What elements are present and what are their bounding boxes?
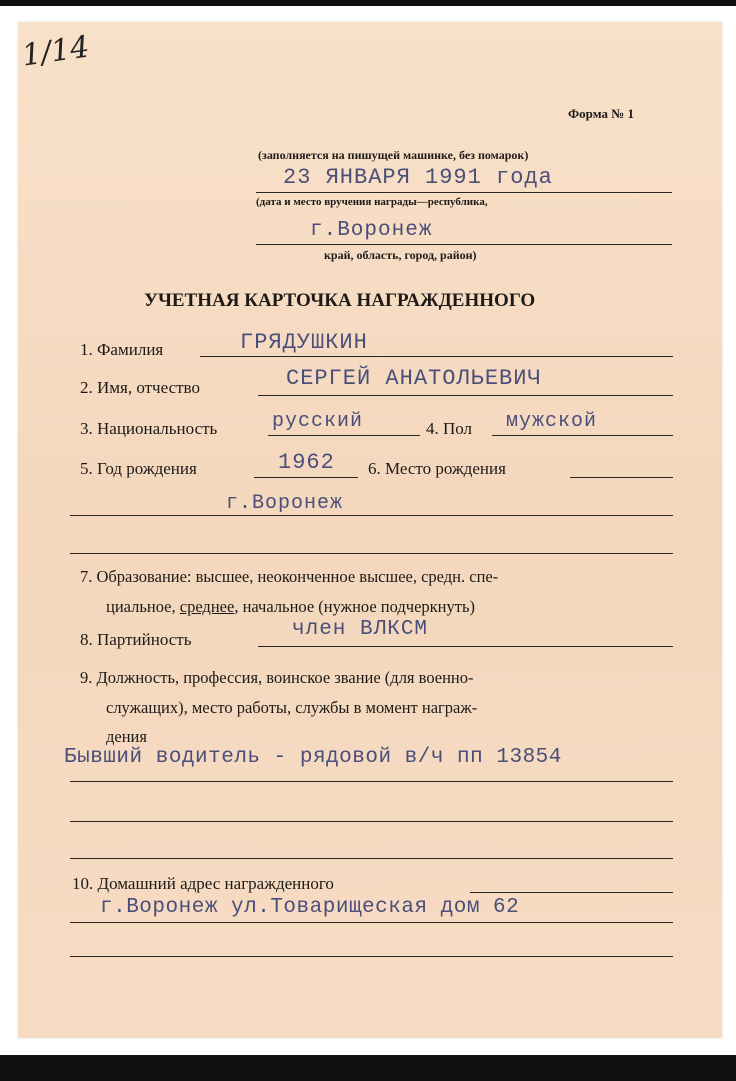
surname-label: 1. Фамилия (80, 340, 164, 359)
education-text-1: 7. Образование: высшее, неоконченное высшее, средн. спе- (80, 567, 499, 586)
education-prefix: циальное, (106, 597, 180, 616)
party-label: 8. Партийность (80, 630, 192, 649)
education-text-2 (106, 597, 475, 617)
position-text-1: 9. Должность, профессия, воинское звание (для военно- (80, 668, 474, 687)
blank-line-2 (70, 821, 673, 822)
award-date-line (256, 192, 672, 193)
position-value: Бывший водитель - рядовой в/ч пп 13854 (64, 746, 562, 769)
address-line (70, 922, 673, 923)
card-title: УЧЕТНАЯ КАРТОЧКА НАГРАЖДЕННОГО (144, 290, 536, 311)
position-line (70, 781, 673, 782)
blank-line-3 (70, 858, 673, 859)
nationality-line (268, 435, 420, 436)
position-text-2: служащих), место работы, службы в момент награж- (106, 698, 478, 717)
name-line (258, 395, 673, 396)
sex-value: мужской (506, 410, 598, 433)
birthplace-label: 6. Место рождения (368, 459, 506, 478)
sex-line (492, 435, 673, 436)
city-line (256, 244, 672, 245)
birth-year-line (254, 477, 358, 478)
bottom-bar (0, 1055, 736, 1081)
party-value: член ВЛКСМ (292, 618, 429, 641)
birth-year-value: 1962 (278, 450, 335, 475)
address-value: г.Воронеж ул.Товарищеская дом 62 (100, 896, 520, 919)
blank-line-1 (70, 553, 673, 554)
education-suffix: , начальное (нужное подчеркнуть) (234, 597, 475, 616)
birthplace-line (70, 515, 673, 516)
blank-line-4 (70, 956, 673, 957)
award-date: 23 ЯНВАРЯ 1991 года (283, 165, 553, 190)
name-label: 2. Имя, отчество (80, 378, 200, 397)
party-line (258, 646, 673, 647)
top-bar (0, 0, 736, 6)
position-text-3: дения (106, 727, 147, 746)
name-value: СЕРГЕЙ АНАТОЛЬЕВИЧ (286, 366, 542, 391)
date-caption: (дата и место вручения награды—республика, (256, 196, 488, 208)
birthplace-value: г.Воронеж (226, 492, 344, 515)
birth-year-label: 5. Год рождения (80, 459, 197, 478)
region-caption: край, область, город, район) (324, 248, 477, 262)
instruction-text: (заполняется на пишущей машинке, без помарок) (258, 148, 529, 162)
education-selected: среднее (179, 597, 235, 616)
birthplace-label-line (570, 477, 673, 478)
award-city: г.Воронеж (310, 219, 433, 242)
form-number: Форма № 1 (568, 106, 635, 121)
surname-value: ГРЯДУШКИН (240, 330, 368, 355)
nationality-value: русский (272, 410, 364, 433)
sex-label: 4. Пол (426, 419, 473, 438)
address-label: 10. Домашний адрес награжденного (72, 874, 334, 893)
archive-mark: 1/14 (19, 29, 92, 74)
address-label-line (470, 892, 673, 893)
nationality-label: 3. Национальность (80, 419, 218, 438)
surname-line (200, 356, 673, 357)
award-card-document (18, 22, 722, 1038)
